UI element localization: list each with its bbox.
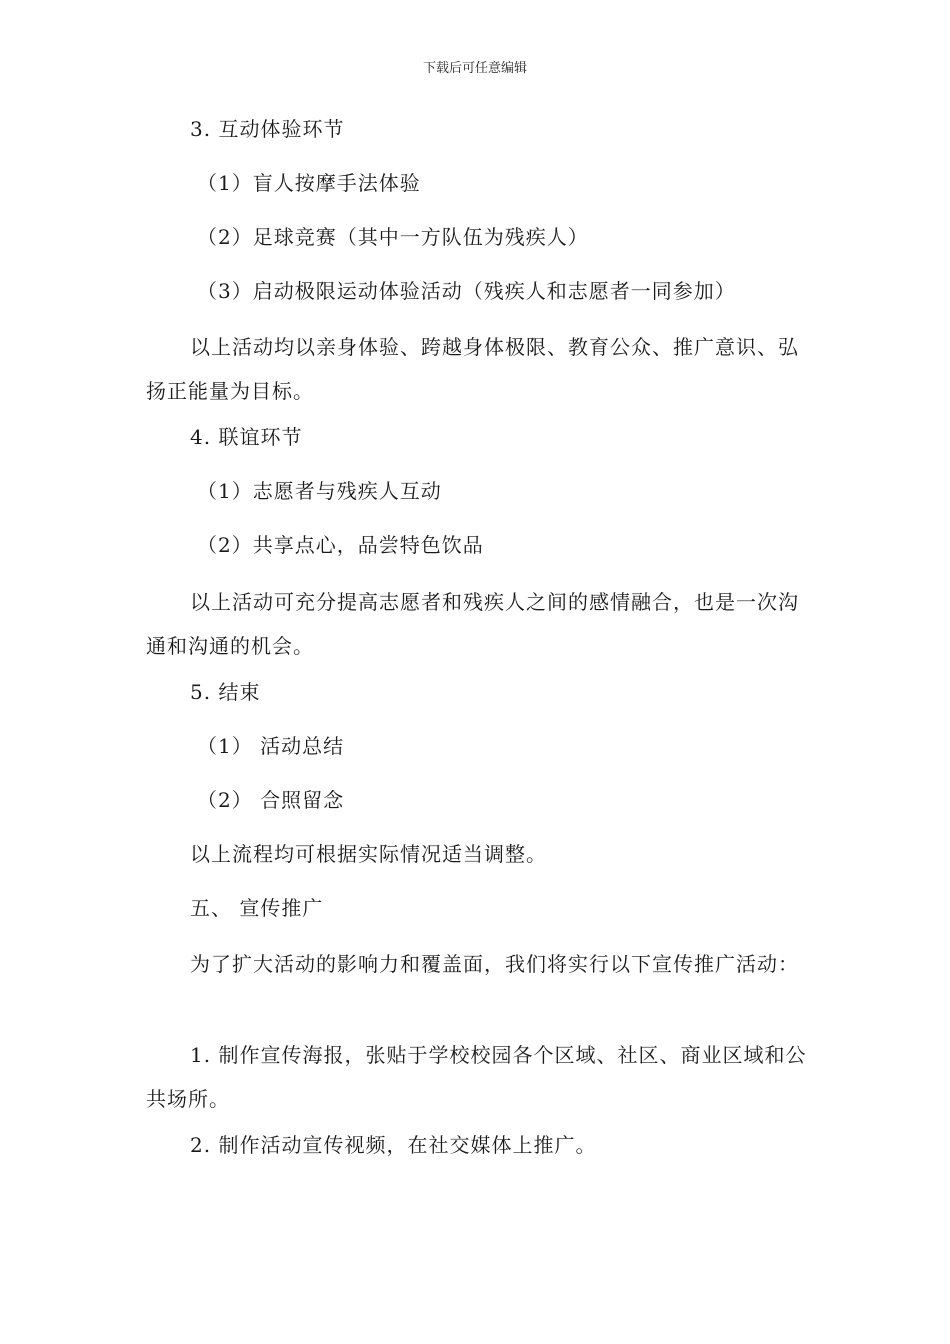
list-item: （1）志愿者与残疾人互动 — [197, 479, 442, 503]
section-heading-interactive: 3. 互动体验环节 — [190, 117, 345, 141]
paragraph: 为了扩大活动的影响力和覆盖面，我们将实行以下宣传推广活动： — [190, 952, 799, 976]
list-item: （2）共享点心，品尝特色饮品 — [197, 533, 484, 557]
list-item: （1）盲人按摩手法体验 — [197, 171, 421, 195]
list-item: 2. 制作活动宣传视频，在社交媒体上推广。 — [190, 1133, 597, 1157]
list-item: （3）启动极限运动体验活动（残疾人和志愿者一同参加） — [197, 279, 736, 303]
paragraph: 以上活动均以亲身体验、跨越身体极限、教育公众、推广意识、弘扬正能量为目标。 — [146, 335, 799, 403]
list-item: （1） 活动总结 — [197, 734, 345, 758]
paragraph: 1. 制作宣传海报，张贴于学校校园各个区域、社区、商业区域和公共场所。 — [146, 1043, 807, 1111]
section-heading-end: 5. 结束 — [190, 680, 261, 704]
page-header-note: 下载后可任意编辑 — [422, 61, 527, 76]
paragraph: 以上流程均可根据实际情况适当调整。 — [190, 842, 547, 866]
section-heading-social: 4. 联谊环节 — [190, 425, 303, 449]
list-item: （2） 合照留念 — [197, 788, 345, 812]
paragraph: 以上活动可充分提高志愿者和残疾人之间的感情融合，也是一次沟通和沟通的机会。 — [146, 590, 799, 658]
section-heading-promotion: 五、 宣传推广 — [190, 896, 324, 920]
list-item: （2）足球竞赛（其中一方队伍为残疾人） — [197, 225, 589, 249]
